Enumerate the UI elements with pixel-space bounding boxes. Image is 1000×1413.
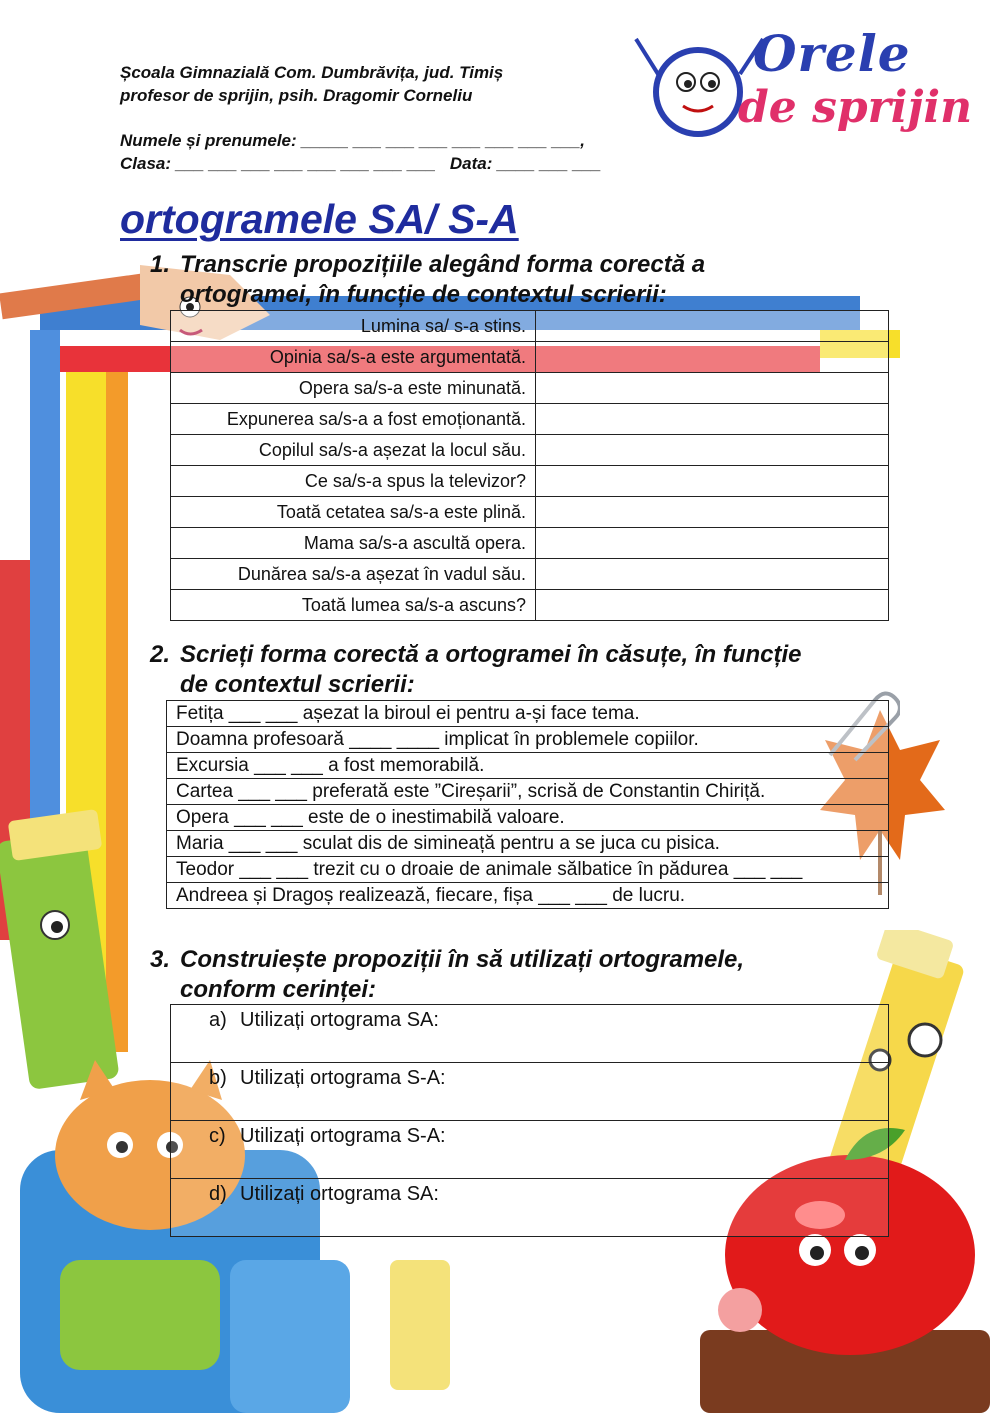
answer-cell[interactable] <box>536 435 889 466</box>
exercise-1-heading <box>150 250 705 310</box>
fill-in-sentence[interactable]: Andreea și Dragoș realizează, fiecare, fișa ___ ___ de lucru. <box>167 883 889 909</box>
fill-in-sentence[interactable]: Cartea ___ ___ preferată este ”Cireșarii”, scrisă de Constantin Chiriță. <box>167 779 889 805</box>
table-row <box>171 435 889 466</box>
answer-cell[interactable] <box>536 528 889 559</box>
fill-in-sentence[interactable]: Doamna profesoară ____ ____ implicat în problemele copiilor. <box>167 727 889 753</box>
item-instruction: Utilizați ortograma S-A: <box>240 1125 446 1147</box>
fill-in-sentence[interactable]: Fetița ___ ___ așezat la biroul ei pentru a-și face tema. <box>167 701 889 727</box>
table-row <box>171 342 889 373</box>
exercise-1-line1: Transcrie propozițiile alegând forma corectă a <box>180 251 706 278</box>
frame-stripe-blue-left <box>30 330 60 850</box>
sentence-writing-cell[interactable] <box>171 1063 889 1121</box>
exercise-2-table <box>166 700 889 909</box>
sentence-cell: Expunerea sa/s-a a fost emoționantă. <box>171 404 536 435</box>
sentence-writing-cell[interactable] <box>171 1121 889 1179</box>
table-row <box>171 311 889 342</box>
answer-cell[interactable] <box>536 590 889 621</box>
item-label: a) <box>209 1009 227 1031</box>
item-label: b) <box>209 1067 227 1089</box>
exercise-2-line1: Scrieți forma corectă a ortogramei în căsuțe, în funcție <box>180 641 802 668</box>
exercise-2-heading <box>150 640 802 700</box>
orele-de-sprijin-logo <box>628 24 973 154</box>
fill-in-sentence[interactable]: Teodor ___ ___ trezit cu o droaie de animale sălbatice în pădurea ___ ___ <box>167 857 889 883</box>
item-label: c) <box>209 1125 226 1147</box>
school-name: Școala Gimnazială Com. Dumbrăvița, jud. Timiș <box>120 63 504 82</box>
fill-in-sentence[interactable]: Opera ___ ___ este de o inestimabilă valoare. <box>167 805 889 831</box>
table-row <box>167 727 889 753</box>
exercise-3-number: 3. <box>150 946 171 973</box>
answer-cell[interactable] <box>536 559 889 590</box>
logo-word-de-sprijin: de sprijin <box>738 82 973 133</box>
sentence-cell: Ce sa/s-a spus la televizor? <box>171 466 536 497</box>
table-row <box>167 831 889 857</box>
exercise-3-line2: conform cerinței: <box>180 976 377 1003</box>
fill-in-sentence[interactable]: Excursia ___ ___ a fost memorabilă. <box>167 753 889 779</box>
table-row <box>171 528 889 559</box>
item-instruction: Utilizați ortograma SA: <box>240 1183 439 1205</box>
pencil-character-illustration <box>0 805 140 1095</box>
table-row <box>171 404 889 435</box>
table-row <box>171 466 889 497</box>
exercise-3-table <box>170 1004 889 1237</box>
sentence-cell: Dunărea sa/s-a așezat în vadul său. <box>171 559 536 590</box>
table-row <box>167 701 889 727</box>
table-row <box>167 753 889 779</box>
student-name-line: Numele și prenumele: _____ ___ ___ ___ ___ ___ ___ ___, <box>120 131 585 150</box>
table-row <box>171 373 889 404</box>
exercise-1-number: 1. <box>150 251 171 278</box>
table-row <box>171 559 889 590</box>
table-row <box>171 1179 889 1237</box>
class-date-line: Clasa: ___ ___ ___ ___ ___ ___ ___ ___ Data: ____ ___ ___ <box>120 154 602 173</box>
sentence-cell: Copilul sa/s-a așezat la locul său. <box>171 435 536 466</box>
exercise-2-line2: de contextul scrierii: <box>180 671 415 698</box>
table-row <box>171 1121 889 1179</box>
logo-word-orele: Orele <box>753 24 911 83</box>
answer-cell[interactable] <box>536 404 889 435</box>
table-row <box>171 1005 889 1063</box>
table-row <box>171 590 889 621</box>
table-row <box>167 883 889 909</box>
table-row <box>167 779 889 805</box>
table-row <box>167 857 889 883</box>
answer-cell[interactable] <box>536 466 889 497</box>
exercise-3-line1: Construiește propoziții în să utilizați ortogramele, <box>180 946 745 973</box>
exercise-3-heading <box>150 945 744 1005</box>
sentence-cell: Toată cetatea sa/s-a este plină. <box>171 497 536 528</box>
answer-cell[interactable] <box>536 311 889 342</box>
sentence-writing-cell[interactable] <box>171 1005 889 1063</box>
answer-cell[interactable] <box>536 497 889 528</box>
page-title: ortogramele SA/ S-A <box>120 196 519 242</box>
exercise-1-table <box>170 310 889 621</box>
fill-in-sentence[interactable]: Maria ___ ___ sculat dis de simineață pentru a se juca cu pisica. <box>167 831 889 857</box>
exercise-1-line2: ortogramei, în funcție de contextul scrierii: <box>180 281 667 308</box>
sentence-cell: Opera sa/s-a este minunată. <box>171 373 536 404</box>
sentence-cell: Mama sa/s-a ascultă opera. <box>171 528 536 559</box>
sentence-cell: Lumina sa/ s-a stins. <box>171 311 536 342</box>
item-instruction: Utilizați ortograma SA: <box>240 1009 439 1031</box>
item-label: d) <box>209 1183 227 1205</box>
item-instruction: Utilizați ortograma S-A: <box>240 1067 446 1089</box>
answer-cell[interactable] <box>536 373 889 404</box>
exercise-2-number: 2. <box>150 641 171 668</box>
table-row <box>171 497 889 528</box>
answer-cell[interactable] <box>536 342 889 373</box>
sentence-writing-cell[interactable] <box>171 1179 889 1237</box>
sentence-cell: Opinia sa/s-a este argumentată. <box>171 342 536 373</box>
teacher-name: profesor de sprijin, psih. Dragomir Corneliu <box>120 86 473 105</box>
sentence-cell: Toată lumea sa/s-a ascuns? <box>171 590 536 621</box>
table-row <box>171 1063 889 1121</box>
table-row <box>167 805 889 831</box>
